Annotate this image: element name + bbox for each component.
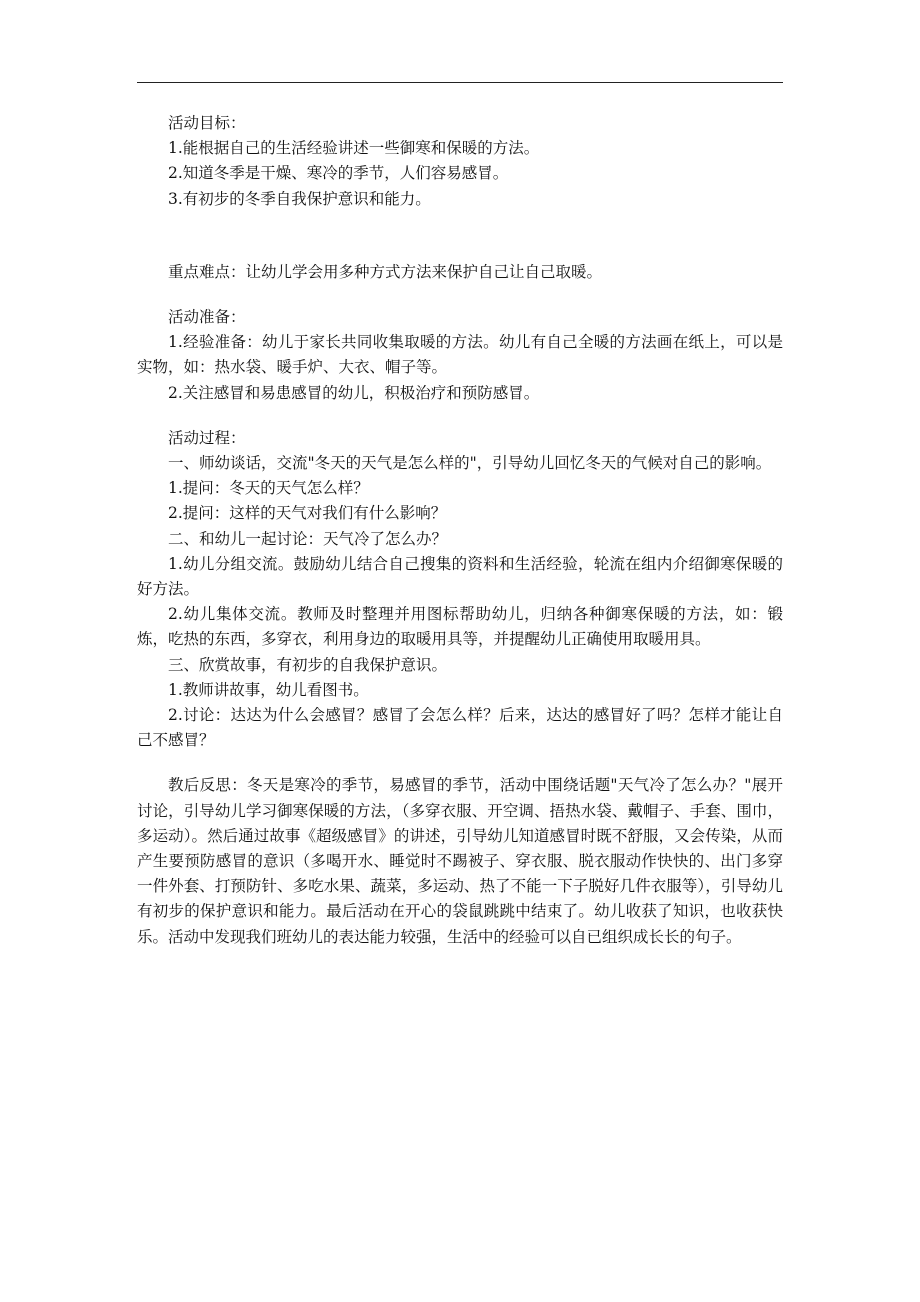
document-body [137,111,783,950]
process-item: 一、师幼谈话，交流"冬天的天气是怎么样的"，引导幼儿回忆冬天的气候对自己的影响。 [168,454,772,473]
spacer [137,212,783,260]
process-item: 二、和幼儿一起讨论：天气冷了怎么办？ [168,529,448,548]
process-item: 2.提问：这样的天气对我们有什么影响？ [168,504,447,523]
spacer [137,753,783,773]
process-item: 1.提问：冬天的天气怎么样？ [168,479,369,498]
process-item: 1.幼儿分组交流。鼓励幼儿结合自己搜集的资料和生活经验，轮流在组内介绍御寒保暖的好方法。 [137,554,783,599]
process-heading: 活动过程： [168,428,246,447]
key-points: 重点难点：让幼儿学会用多种方式方法来保护自己让自己取暖。 [168,262,603,281]
process-item: 2.幼儿集体交流。教师及时整理并用图标帮助幼儿，归纳各种御寒保暖的方法，如：锻炼，吃热的东西，多穿衣，利用身边的取暖用具等，并提醒幼儿正确使用取暖用具。 [137,605,783,649]
preparation-item: 2.关注感冒和易患感冒的幼儿，积极治疗和预防感冒。 [168,383,540,402]
spacer [137,406,783,426]
preparation-heading: 活动准备： [168,308,246,327]
process-item: 1.教师讲故事，幼儿看图书。 [168,680,369,699]
goal-item: 3.有初步的冬季自我保护意识和能力。 [168,189,431,208]
goals-heading: 活动目标： [168,114,246,132]
process-item: 2.讨论：达达为什么会感冒？感冒了会怎么样？后来，达达的感冒好了吗？怎样才能让自己不感冒？ [137,706,783,750]
preparation-item: 1.经验准备：幼儿于家长共同收集取暖的方法。幼儿有自己全暖的方法画在纸上，可以是实物，如：热水袋、暖手炉、大衣、帽子等。 [137,333,783,377]
header-rule [137,82,783,83]
goal-item: 1.能根据自己的生活经验讲述一些御寒和保暖的方法。 [168,139,540,158]
reflection-paragraph: 教后反思：冬天是寒冷的季节，易感冒的季节，活动中围绕话题"天气冷了怎么办？"展开讨论，引导幼儿学习御寒保暖的方法，（多穿衣服、开空调、捂热水袋、戴帽子、手套、围巾，多运动）。然后通过故事《超级感冒》的讲述，引导幼儿知道感冒时既不舒服，又会传染，从而产生要预防感冒的意识（多喝开水、睡觉时不踢被子、穿衣服、脱衣服动作快快的、出门多穿一件外套、打预防针、多吃水果、蔬菜，多运动、热了不能一下子脱好几件衣服等），引导幼儿有初步的保护意识和能力。最后活动在开心的袋鼠跳跳中结束了。幼儿收获了知识，也收获快乐。活动中发现我们班幼儿的表达能力较强，生活中的经验可以自已组织成长长的句子。 [137,776,783,946]
spacer [137,285,783,305]
goal-item: 2.知道冬季是干燥、寒冷的季节，人们容易感冒。 [168,164,509,183]
process-item: 三、欣赏故事，有初步的自我保护意识。 [168,655,448,674]
